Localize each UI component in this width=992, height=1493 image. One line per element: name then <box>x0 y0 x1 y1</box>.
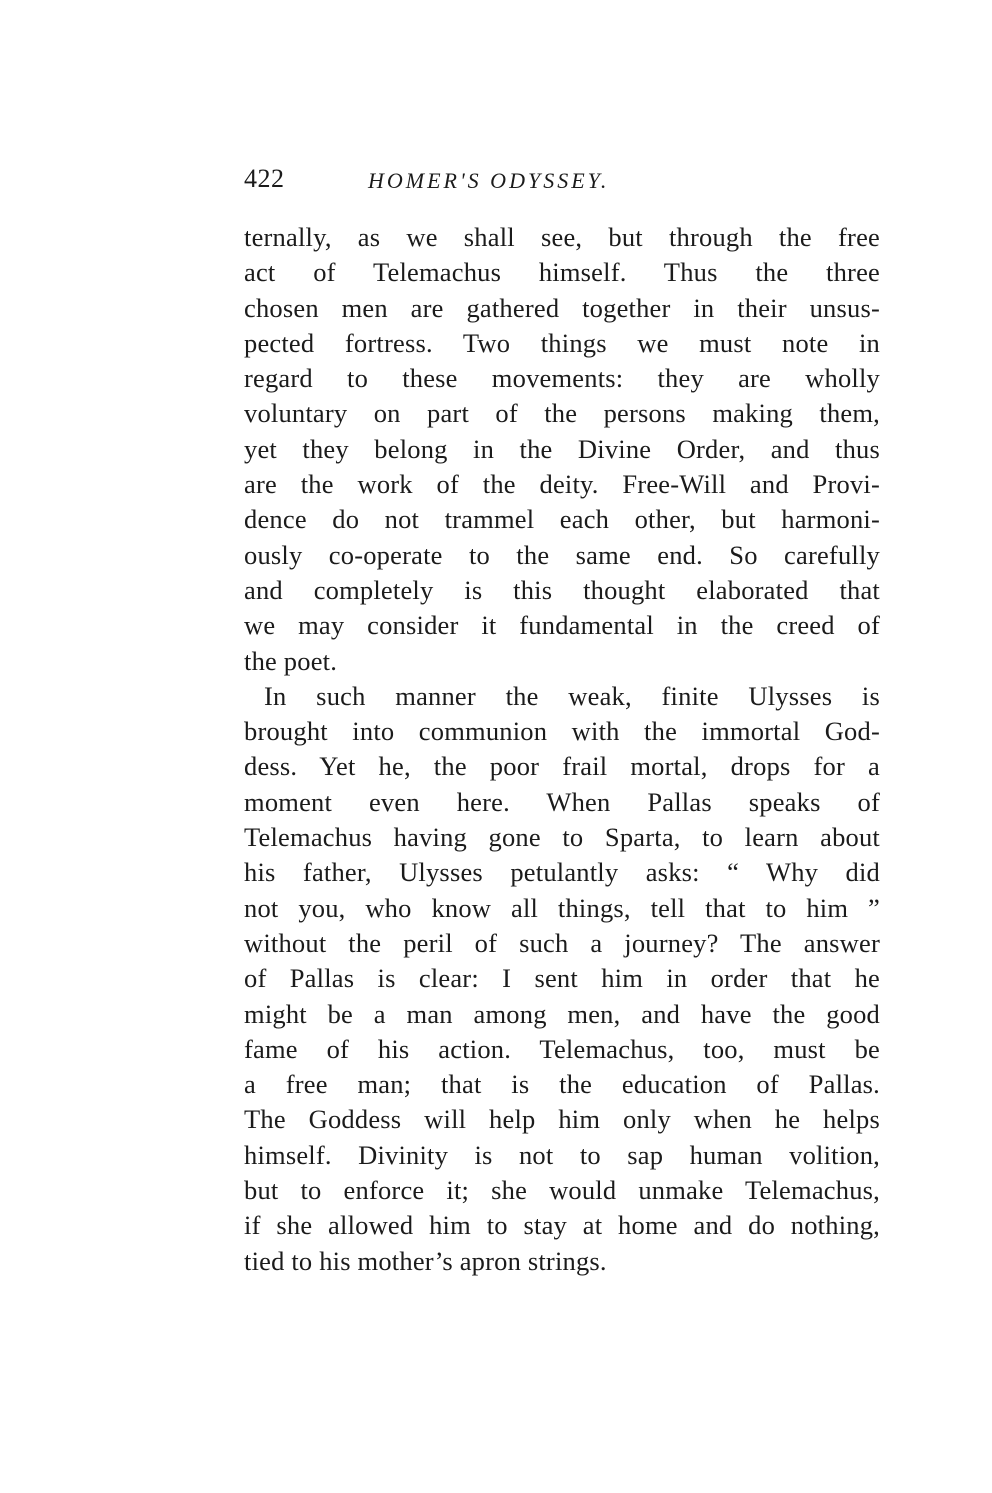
text-line: himself. Divinity is not to sap human volition, <box>244 1139 880 1170</box>
running-head: HOMER'S ODYSSEY. <box>368 168 610 193</box>
text-line: chosen men are gathered together in their unsus- <box>244 292 880 323</box>
page-number: 422 <box>244 164 285 193</box>
text-line: brought into communion with the immortal God- <box>244 716 880 747</box>
text-line: voluntary on part of the persons making them, <box>244 398 880 429</box>
text-line: the poet. <box>244 645 338 676</box>
text-line: act of Telemachus himself. Thus the three <box>244 257 880 288</box>
text-line: if she allowed him to stay at home and do nothing, <box>244 1210 880 1241</box>
text-line: yet they belong in the Divine Order, and thus <box>244 433 880 464</box>
text-line: we may consider it fundamental in the creed of <box>244 610 880 641</box>
text-line: dence do not trammel each other, but harmoni- <box>244 504 880 535</box>
text-line: Telemachus having gone to Sparta, to learn about <box>244 822 880 853</box>
text-line: a free man; that is the education of Pallas. <box>244 1069 880 1100</box>
text-line: dess. Yet he, the poor frail mortal, drops for a <box>244 751 880 782</box>
body-text <box>244 220 880 1279</box>
text-line: regard to these movements: they are wholly <box>244 363 880 394</box>
paragraph-1 <box>244 220 880 679</box>
text-line: not you, who know all things, tell that to him ” <box>244 892 880 923</box>
text-line: his father, Ulysses petulantly asks: “ Why did <box>244 857 880 888</box>
text-line: tied to his mother’s apron strings. <box>244 1245 607 1276</box>
text-line: are the work of the deity. Free-Will and Provi- <box>244 469 880 500</box>
text-line: ternally, as we shall see, but through the free <box>244 222 880 252</box>
text-line: pected fortress. Two things we must note in <box>244 327 880 358</box>
text-line: ously co-operate to the same end. So carefully <box>244 539 880 570</box>
text-line: In such manner the weak, finite Ulysses is <box>264 680 880 711</box>
page-header <box>244 163 880 199</box>
text-line: but to enforce it; she would unmake Telemachus, <box>244 1175 880 1206</box>
paragraph-2 <box>244 679 880 1279</box>
text-line: moment even here. When Pallas speaks of <box>244 786 880 817</box>
text-line: of Pallas is clear: I sent him in order that he <box>244 963 880 994</box>
text-line: fame of his action. Telemachus, too, must be <box>244 1033 880 1064</box>
text-line: might be a man among men, and have the good <box>244 998 880 1029</box>
text-line: without the peril of such a journey? The answer <box>244 927 880 958</box>
text-line: The Goddess will help him only when he helps <box>244 1104 880 1135</box>
text-line: and completely is this thought elaborated that <box>244 574 880 605</box>
